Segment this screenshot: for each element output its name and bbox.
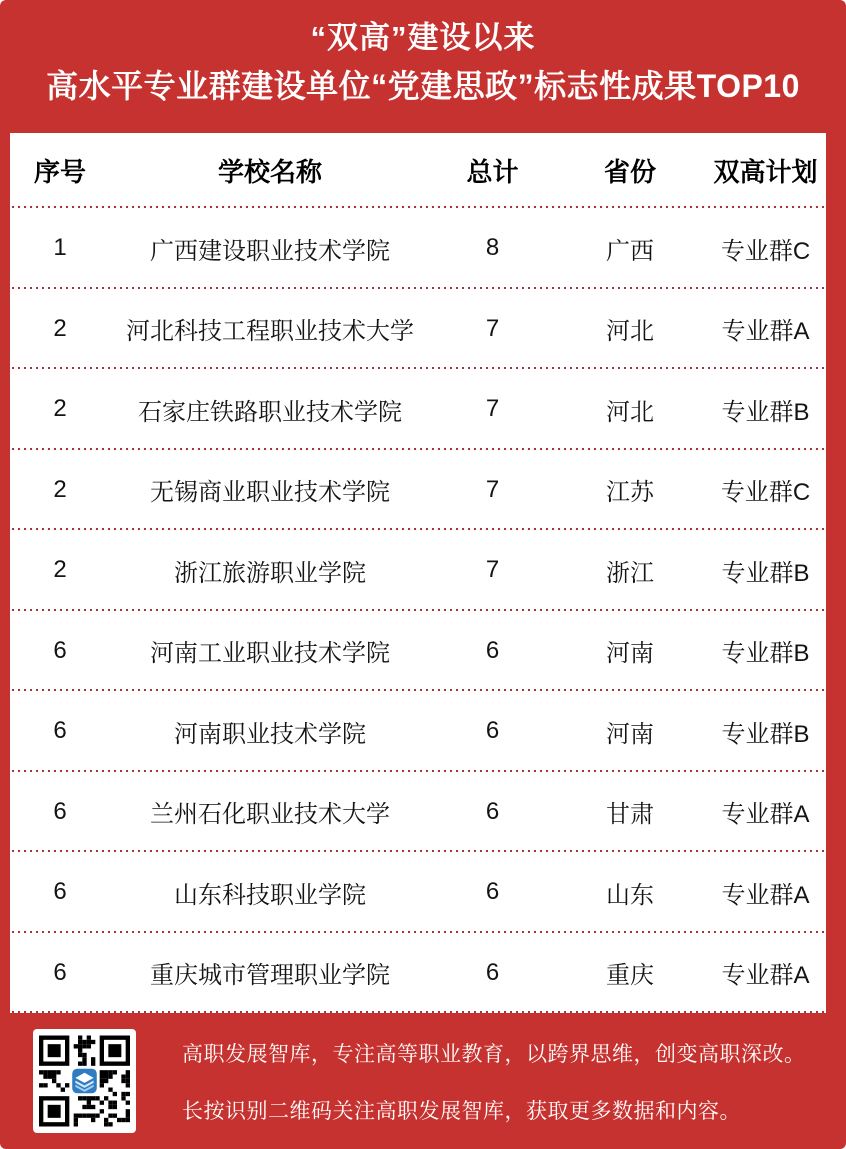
cell-school: 河北科技工程职业技术大学	[126, 318, 414, 346]
footer-line1: 高职发展智库，专注高等职业教育，以跨界思维，创变高职深改。	[182, 1042, 806, 1066]
table-row	[10, 611, 826, 692]
cell-total: 8	[485, 234, 500, 262]
table-row	[10, 772, 826, 853]
cell-rank: 6	[53, 878, 67, 906]
cell-school: 兰州石化职业技术大学	[150, 801, 390, 829]
poster-title-line2: 高水平专业群建设单位“党建思政”标志性成果TOP10	[46, 68, 800, 104]
cell-province: 河南	[606, 720, 654, 748]
cell-province: 山东	[606, 881, 654, 909]
cell-plan: 专业群B	[721, 720, 810, 748]
header-cell: 双高计划	[713, 157, 818, 187]
cell-plan: 专业群C	[720, 237, 811, 265]
cell-school: 浙江旅游职业学院	[174, 559, 366, 587]
cell-school: 石家庄铁路职业技术学院	[138, 398, 402, 426]
table-row	[10, 450, 826, 531]
table-row	[10, 852, 826, 933]
cell-school: 山东科技职业学院	[174, 881, 366, 909]
cell-rank: 2	[53, 395, 67, 423]
footer-text	[182, 1038, 806, 1125]
header-cell: 学校名称	[217, 157, 322, 187]
table-row	[10, 369, 826, 450]
cell-province: 河北	[606, 318, 654, 346]
cell-province: 江苏	[606, 479, 654, 507]
header-cell: 总计	[466, 157, 519, 187]
cell-rank: 2	[53, 556, 67, 584]
cell-plan: 专业群A	[721, 881, 810, 909]
cell-province: 甘肃	[606, 801, 654, 829]
cell-rank: 6	[53, 797, 67, 825]
cell-school: 无锡商业职业技术学院	[150, 479, 390, 507]
cell-school: 重庆城市管理职业学院	[150, 962, 390, 990]
cell-province: 河南	[606, 640, 654, 668]
table-row	[10, 933, 826, 1014]
cell-plan: 专业群B	[721, 640, 810, 668]
cell-school: 河南职业技术学院	[174, 720, 366, 748]
table-header-row	[10, 133, 826, 208]
cell-province: 浙江	[606, 559, 654, 587]
cell-total: 6	[485, 797, 500, 825]
table-row	[10, 208, 826, 289]
cell-rank: 1	[53, 234, 67, 262]
cell-rank: 2	[53, 314, 67, 342]
cell-total: 7	[485, 395, 500, 423]
cell-total: 6	[485, 878, 500, 906]
cell-province: 河北	[606, 398, 654, 426]
table-row	[10, 530, 826, 611]
cell-total: 6	[485, 717, 500, 745]
header-cell: 序号	[33, 157, 86, 187]
table-row	[10, 691, 826, 772]
cell-province: 广西	[606, 237, 654, 265]
cell-total: 6	[485, 636, 500, 664]
cell-rank: 6	[53, 636, 67, 664]
table-body	[10, 208, 826, 1013]
cell-school: 广西建设职业技术学院	[150, 237, 390, 265]
cell-total: 7	[485, 556, 500, 584]
ranking-table	[10, 133, 826, 1013]
cell-total: 7	[485, 314, 500, 342]
cell-plan: 专业群A	[721, 318, 810, 346]
cell-total: 6	[485, 958, 500, 986]
footer-line2: 长按识别二维码关注高职发展智库，获取更多数据和内容。	[182, 1099, 741, 1123]
cell-plan: 专业群A	[721, 962, 810, 990]
cell-plan: 专业群C	[720, 479, 811, 507]
footer	[0, 1013, 846, 1149]
cell-total: 7	[485, 475, 500, 503]
cell-rank: 6	[53, 958, 67, 986]
table-row	[10, 289, 826, 370]
cell-school: 河南工业职业技术学院	[150, 640, 390, 668]
cell-rank: 2	[53, 475, 67, 503]
cell-plan: 专业群A	[721, 801, 810, 829]
cell-plan: 专业群B	[721, 559, 810, 587]
cell-plan: 专业群B	[721, 398, 810, 426]
poster-title-line1: “双高”建设以来	[310, 20, 536, 55]
cell-rank: 6	[53, 717, 67, 745]
qr-code[interactable]	[33, 1029, 136, 1133]
header-cell: 省份	[603, 157, 656, 187]
cell-province: 重庆	[606, 962, 654, 990]
poster-title	[0, 0, 846, 133]
